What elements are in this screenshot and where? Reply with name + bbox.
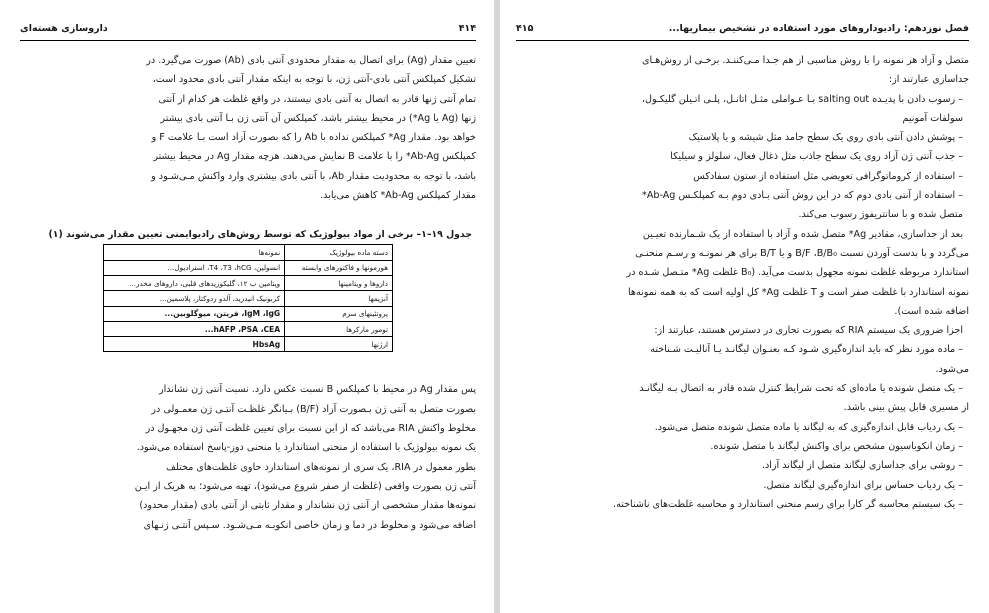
paragraph-1 — [20, 51, 476, 205]
running-title: فصل نوزدهم: رادیوداروهای مورد استفاده در تشخیص بیماریها... — [668, 22, 969, 34]
right-body — [516, 51, 969, 514]
text-line: ژنها (Ag یا Ag*) در محیط بیشتر باشد، کمپلکس آن آنتی ژن بـا آنتی بادی بیشتر — [160, 112, 476, 124]
text-line: مقدار کمپلکس Ab-Ag* کاهش می‌یابد. — [320, 190, 476, 202]
table-header-row — [104, 245, 393, 260]
text-line: آنتی ژن بصورت واقعی (غلظت از صفر شروع می‌شود)، تهیه می‌شود؛ به هریک از ایـن — [134, 480, 476, 492]
list-item: – یک ردیاب حساس برای اندازه‌گیری لیگاند متصل. — [763, 479, 963, 491]
text-line: نمونه استاندارد با غلظت صفر است و T غلظت Ag* کل اولیه است که به همه نمونه‌ها — [628, 286, 969, 298]
page-header — [20, 16, 476, 41]
text-line: بطور معمول در RIA، یک سری از نمونه‌های استاندارد حاوی غلظت‌های مختلف — [166, 461, 476, 473]
text-line: اجزا ضروری یک سیستم RIA که بصورت تجاری در دسترس هستند، عبارتند از: — [654, 325, 963, 337]
table-cell: hAFP ،PSA ،CEA... — [104, 321, 285, 336]
list-item: – یک سیستم محاسبه گر کارا برای رسم منحنی استاندارد و محاسبه غلظت‌های ناشناخته. — [613, 498, 963, 510]
table-cell: پروتئینهای سرم — [285, 306, 393, 321]
table-cell: آنزیمها — [285, 291, 393, 306]
text-line: خواهد بود. مقدار Ag* کمپلکس نداده با Ab را که بصورت آزاد است بـا علامت F و — [151, 132, 476, 144]
table-cell: تومور مارکرها — [285, 321, 393, 336]
text-line: متصل و آزاد هر نمونه را با روش مناسبی از هم جـدا مـی‌کننـد. برخـی از روش‌هـای — [642, 55, 969, 66]
column-header: دسته ماده بیولوژیک — [285, 245, 393, 260]
text-line: کمپلکس Ab-Ag* را با علامت B نمایش می‌دهند. هرچه مقدار Ag در محیط بیشتر — [153, 151, 476, 163]
text-line: یک نمونه بیولوژیک با استفاده از منحنی استاندارد یا منحنی دوز-پاسخ استفاده می‌شود. — [136, 442, 476, 454]
list-item: از مسیری قابل پیش بینی باشد. — [843, 402, 969, 414]
table-row — [104, 321, 393, 336]
list-item: – زمان انکوباسیون مشخص برای واکنش لیگاند با متصل شونده. — [710, 440, 963, 452]
table-cell: HbsAg — [104, 337, 285, 352]
left-page — [0, 0, 494, 613]
list-item: – روشی برای جداسازی لیگاند متصل از لیگاند آزاد. — [761, 460, 963, 472]
list-item: – ماده مورد نظر که باید اندازه‌گیری شـود کـه بعنـوان لیگانـد یـا آنالیـت شـناخته — [650, 344, 963, 356]
text-line: باشد، با توجه به محدودیت مقدار Ab، با آنتی بادی بیشتری وارد واکنش مـی‌شـود و — [151, 170, 476, 182]
list-item: متصل شده و با سانتریفوژ رسوب می‌کند. — [798, 209, 963, 221]
list-item: سولفات آمونیم — [902, 112, 963, 124]
page-number: ۴۱۵ — [516, 22, 534, 34]
running-title: داروسازی هسته‌ای — [20, 22, 108, 34]
table-row — [104, 275, 393, 290]
text-line: بعد از جداسازی، مقادیر Ag* متصل شده و آزاد با استفاده از یک شـمارنده تعیـین — [642, 228, 963, 240]
list-item: – جذب آنتی ژن آزاد روی یک سطح جاذب مثل ذغال فعال، سلولز و سیلیکا — [670, 151, 963, 163]
table-cell: IgM ،IgG، فریتن، میوگلوبین... — [104, 306, 285, 321]
table-row — [104, 306, 393, 321]
list-item: می‌شود. — [935, 363, 969, 375]
text-line: اضافه شده است). — [894, 305, 969, 317]
list-item: – استفاده از آنتی بادی دوم که در این روش آنتی بـادی دوم بـه کمپلکـس Ab-Ag* — [642, 190, 963, 202]
table-cell: ارژنها — [285, 337, 393, 352]
table-cell: ویتامین ب ۱۲، گلیکوزیدهای قلبی، داروهای مخدر... — [104, 275, 285, 290]
text-line: جداسازی عبارتند از: — [888, 74, 969, 86]
text-line: پس مقدار Ag در محیط با کمپلکس B نسبت عکس دارد. نسبت آنتی ژن نشاندار — [158, 384, 476, 396]
biologic-materials-table — [103, 244, 393, 352]
text-line: بصورت متصل به آنتی ژن بـصورت آزاد (B/F) بـیانگر غلظـت آنتـی ژن معمـولی در — [151, 403, 476, 415]
list-item: – پوشش دادن آنتی بادی روی یک سطح جامد مثل شیشه و یا پلاستیک — [688, 132, 963, 144]
table-cell: داروها و ویتامینها — [285, 275, 393, 290]
text-line: می‌گردد و با بدست آوردن نسبت B/F ،B/B₀ و یا B/T برای هر نمونـه و رسـم منحنـی — [635, 247, 969, 259]
right-page — [500, 0, 989, 613]
text-line: اضافه می‌شود و مخلوط در دما و زمان خاصی انکوبـه مـی‌شـود. سـپس آنتـی ژنـهای — [143, 519, 476, 531]
page-header — [516, 16, 969, 41]
list-item: – رسوب دادن با پدیـده salting out بـا عـواملی مثـل اتانـل، پلـی اتـیلن گلیکـول، — [641, 93, 963, 105]
table-cell: انسولین، T4 ،T3 ،hCG، استرادیول... — [104, 260, 285, 275]
table-cell: کربونیک انیدرید، آلدو ردوکتاز، پلاسمین... — [104, 291, 285, 306]
text-line: استاندارد مربوطه غلظت نمونه مجهول بدست می‌آید. (B₀ غلظت Ag* متـصل شـده در — [626, 267, 969, 279]
text-line: تعیین مقدار (Ag) برای اتصال به مقدار محدودی آنتی بادی (Ab) صورت می‌گیرد. در — [146, 55, 476, 66]
table-cell: هورمونها و فاکتورهای وابسته — [285, 260, 393, 275]
text-line: نمونه‌ها مقدار مشخصی از آنتی ژن نشاندار و مقدار ثابتی از آنتی بادی (مقدار محدود) — [139, 500, 476, 512]
list-item: – یک متصل شونده یا ماده‌ای که تحت شرایط کنترل شده قادر به اتصال بـه لیگانـد — [639, 383, 963, 395]
page-number: ۴۱۴ — [458, 22, 476, 34]
column-header: نمونه‌ها — [104, 245, 285, 260]
table-row — [104, 337, 393, 352]
text-line: تشکیل کمپلکس آنتی بادی-آنتی ژن، با توجه به اینکه مقدار آنتی بادی محدود است، — [152, 74, 476, 86]
text-line: تمام آنتی ژنها قادر به اتصال به آنتی بادی نیستند، در واقع غلظت هر کدام از آنتی — [158, 93, 476, 105]
table-row — [104, 291, 393, 306]
table-caption: جدول ۱۹–۱– برخی از مواد بیولوژیک که توسط روش‌های رادیوایمنی تعیین مقدار می‌شوند (۱) — [48, 229, 472, 241]
text-line: مخلوط واکنش RIA می‌باشد که از این نسبت برای تعیین غلظت آنتی ژن مجهـول در — [145, 423, 476, 435]
table-row — [104, 260, 393, 275]
list-item: – استفاده از کروماتوگرافی تعویضی مثل استفاده از ستون سفادکس — [693, 170, 963, 182]
paragraph-2 — [20, 380, 476, 534]
list-item: – یک ردیاب قابل اندازه‌گیری که به لیگاند یا ماده متصل شونده متصل می‌شود. — [654, 421, 963, 433]
